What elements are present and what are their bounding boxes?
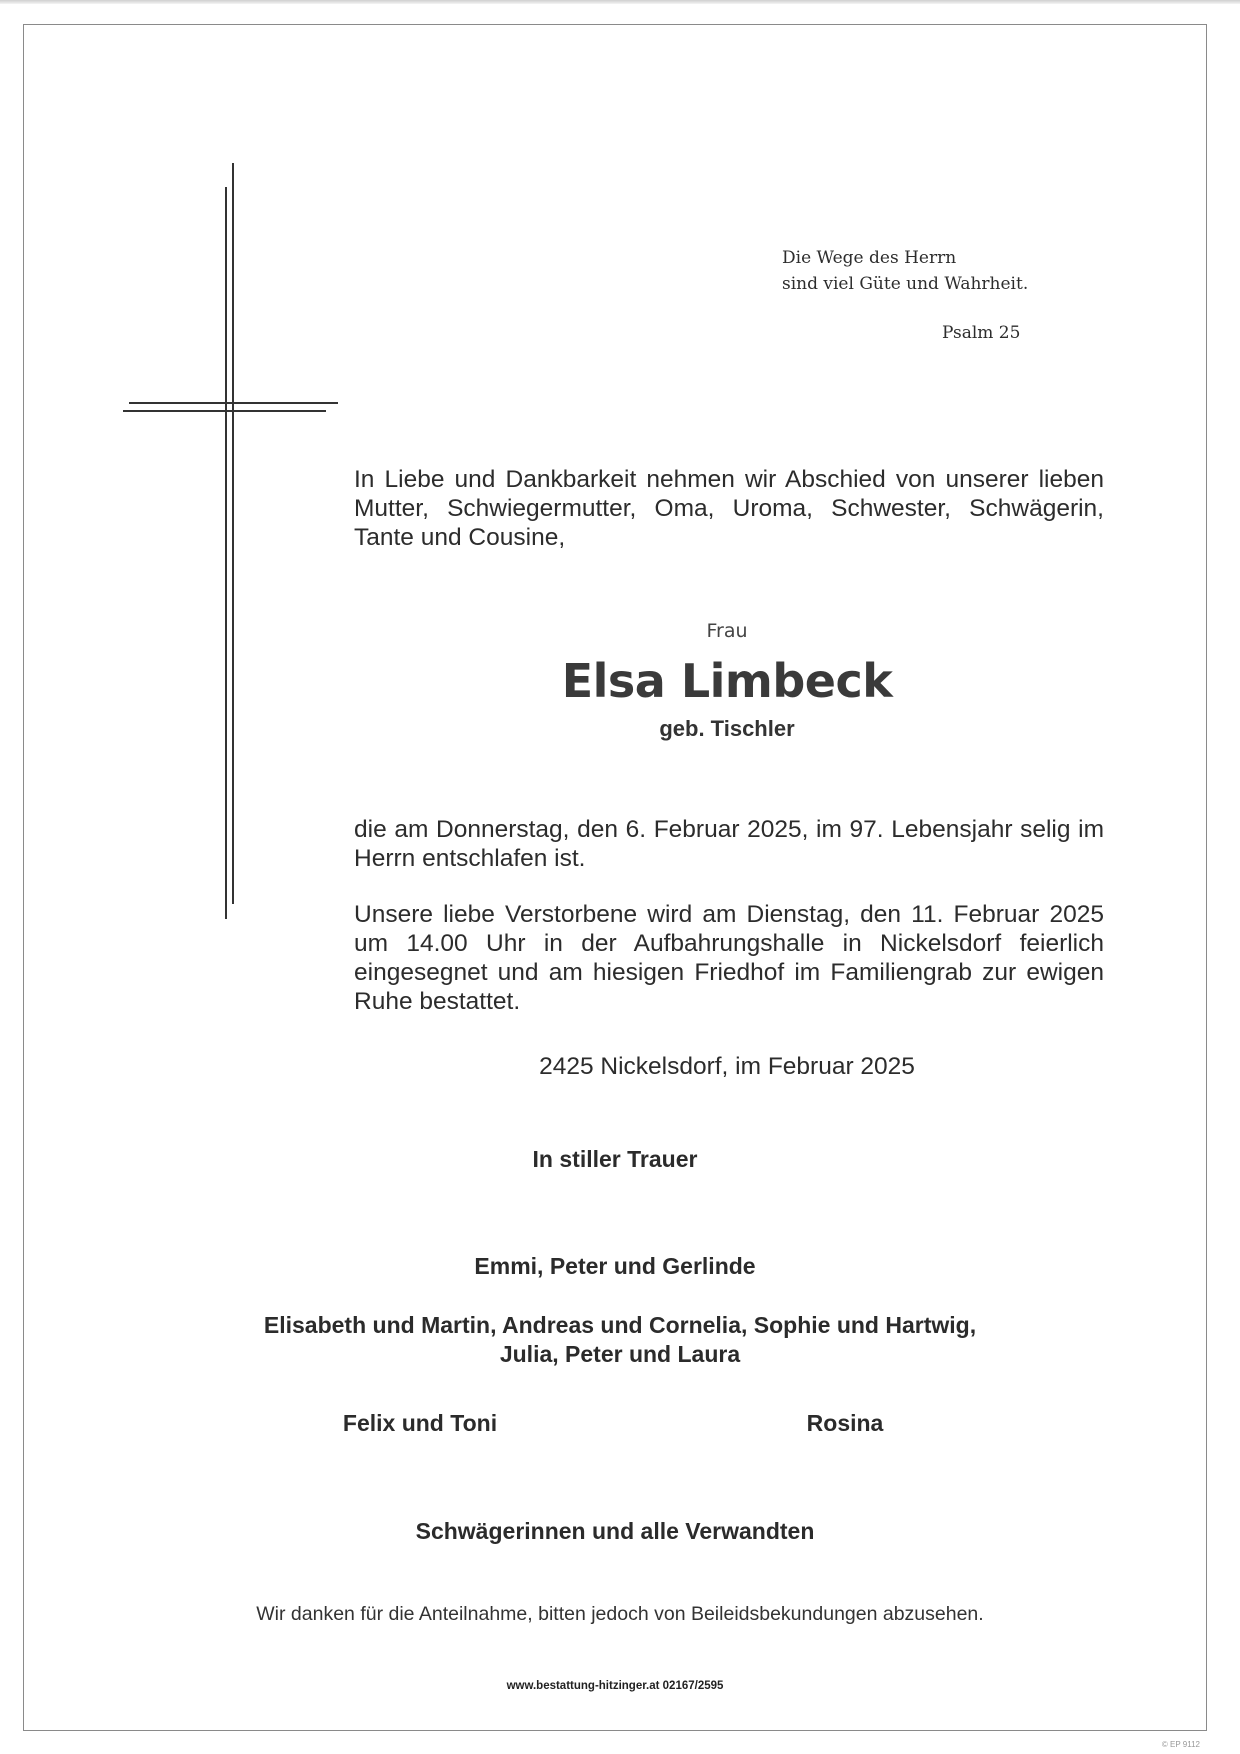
psalm-quote [782, 245, 1028, 297]
mourners-relatives: Schwägerinnen und alle Verwandten [415, 1518, 815, 1544]
psalm-reference: Psalm 25 [942, 323, 1021, 343]
document-code: © EP 9112 [1161, 1740, 1200, 1749]
scan-top-edge [0, 0, 1240, 4]
mourners-grandchildren [170, 1311, 1070, 1369]
mourning-heading: In stiller Trauer [532, 1146, 698, 1172]
cross-horizontal-line [129, 402, 338, 404]
intro-paragraph: In Liebe und Dankbarkeit nehmen wir Abschied von unserer lieben Mutter, Schwiegermutter, Oma, Uroma, Schwester, Schwägerin, Tante und Cousine, [354, 466, 1104, 551]
mourners-great-grandchildren: Felix und Toni [342, 1410, 498, 1436]
cross-vertical-line [225, 187, 227, 919]
page-border [23, 24, 1207, 1731]
funeral-paragraph: Unsere liebe Verstorbene wird am Dienstag, den 11. Februar 2025 um 14.00 Uhr in der Aufbahrungshalle in Nickelsdorf feierlich eingesegnet und am hiesigen Friedhof im Familiengrab zur ewigen Ruhe bestattet. [354, 901, 1104, 1015]
psalm-line: Die Wege des Herrn [782, 248, 957, 268]
mourners-children: Emmi, Peter und Gerlinde [474, 1253, 756, 1279]
mourners-sibling: Rosina [806, 1410, 884, 1436]
cross-horizontal-line [123, 410, 326, 412]
deceased-name: Elsa Limbeck [561, 654, 893, 708]
place-date: 2425 Nickelsdorf, im Februar 2025 [539, 1053, 915, 1080]
grandchildren-line: Julia, Peter und Laura [499, 1341, 741, 1367]
honorific-label: Frau [706, 620, 748, 642]
cross-vertical-line [232, 163, 234, 904]
grandchildren-line: Elisabeth und Martin, Andreas und Cornelia, Sophie und Hartwig, [263, 1312, 977, 1338]
psalm-line: sind viel Güte und Wahrheit. [782, 274, 1029, 294]
maiden-name: geb. Tischler [659, 716, 795, 741]
death-paragraph: die am Donnerstag, den 6. Februar 2025, im 97. Lebensjahr selig im Herrn entschlafen ist. [354, 816, 1104, 872]
funeral-home-contact: www.bestattung-hitzinger.at 02167/2595 [506, 1680, 724, 1692]
thanks-note: Wir danken für die Anteilnahme, bitten jedoch von Beileidsbekundungen abzusehen. [256, 1603, 984, 1625]
